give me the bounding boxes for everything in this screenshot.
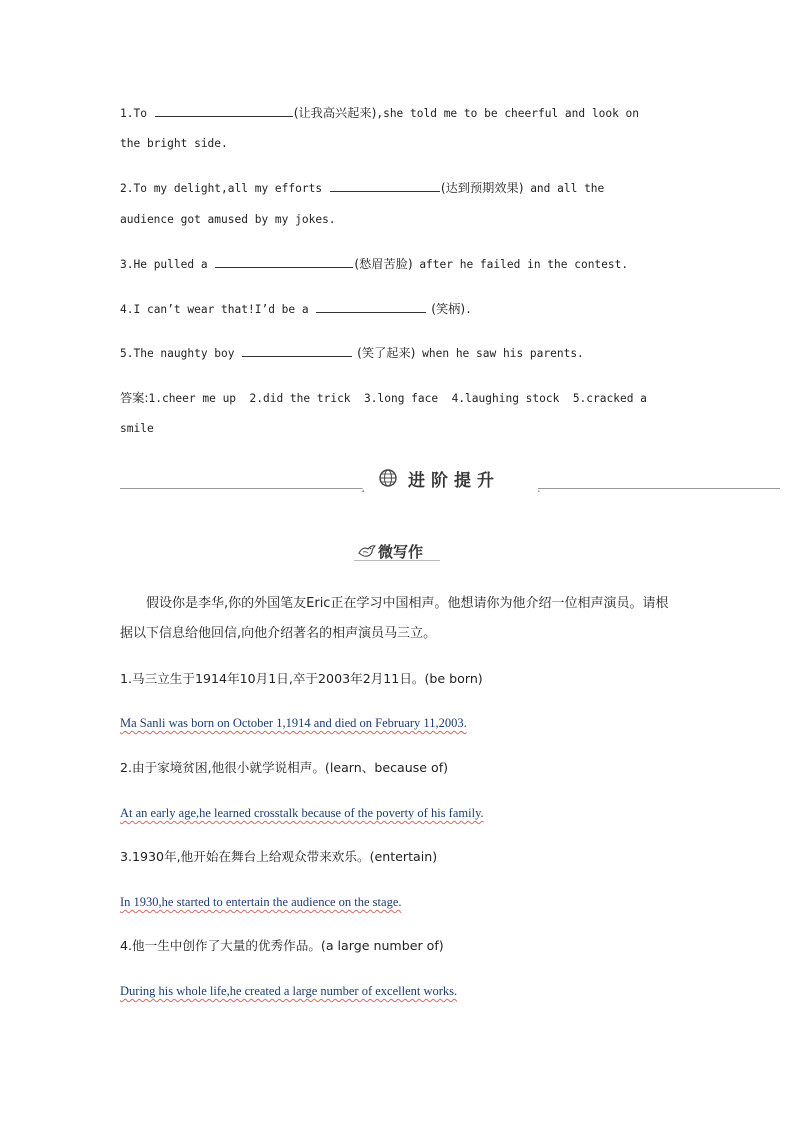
exercise-item-2 <box>120 181 680 196</box>
answer-text: smile <box>120 422 154 435</box>
item-text: To <box>133 107 154 120</box>
item-number: 1. <box>120 107 134 120</box>
item-text: and all the <box>523 182 605 195</box>
item-text: I can’t wear that!I’d be a <box>133 303 316 316</box>
answer-text: During his whole life,he created a large number of excellent works. <box>120 984 458 998</box>
exercise-item-4 <box>120 302 680 317</box>
globe-icon <box>378 468 398 488</box>
answer-label: 答案: <box>120 391 149 405</box>
fill-blank <box>242 346 352 357</box>
item-number: 4. <box>120 303 134 316</box>
bird-icon <box>358 544 376 558</box>
section-banner <box>120 466 780 496</box>
chinese-hint: (达到预期效果) <box>440 181 524 195</box>
answer-line <box>120 391 680 406</box>
subtitle-text: 微写作 <box>378 543 424 561</box>
answer-text: 1.cheer me up 2.did the trick 3.long face 4.laughing stock 5.cracked a <box>148 392 647 405</box>
answer-text: Ma Sanli was born on October 1,1914 and died on February 11,2003. <box>120 716 467 730</box>
answer-text: At an early age,he learned crosstalk because of the poverty of his family. <box>120 806 484 820</box>
task-answer-3 <box>120 895 680 910</box>
task-answer-1 <box>120 716 680 731</box>
fill-blank <box>316 302 426 313</box>
item-text: To my delight,all my efforts <box>133 182 329 195</box>
chinese-hint: (愁眉苦脸) <box>354 257 413 271</box>
item-text: . <box>465 303 472 316</box>
exercise-item-5 <box>120 346 680 361</box>
task-answer-4 <box>120 984 680 999</box>
task-prompt-4: 4.他一生中创作了大量的优秀作品。(a large number of) <box>120 938 444 953</box>
task-prompt-3: 3.1930年,他开始在舞台上给观众带来欢乐。(entertain) <box>120 849 438 864</box>
item-text: after he failed in the contest. <box>412 258 629 271</box>
chinese-hint: (笑柄) <box>427 302 466 316</box>
exercise-item-3 <box>120 257 680 272</box>
item-text: The naughty boy <box>133 347 242 360</box>
fill-blank <box>155 106 293 117</box>
chinese-hint: (让我高兴起来) <box>293 106 377 120</box>
exercise-item-2-cont <box>120 213 680 227</box>
fill-blank <box>215 257 353 268</box>
answer-line-cont <box>120 422 680 436</box>
answer-text: In 1930,he started to entertain the audience on the stage. <box>120 895 402 909</box>
item-number: 5. <box>120 347 134 360</box>
section-title: 进阶提升 <box>408 471 500 491</box>
item-number: 2. <box>120 182 134 195</box>
item-number: 3. <box>120 258 134 271</box>
item-text: audience got amused by my jokes. <box>120 213 336 226</box>
chinese-hint: (笑了起来) <box>353 346 416 360</box>
task-answer-2 <box>120 806 680 821</box>
task-prompt-1: 1.马三立生于1914年10月1日,卒于2003年2月11日。(be born) <box>120 671 483 686</box>
item-text: the bright side. <box>120 137 228 150</box>
exercise-item-1 <box>120 106 680 121</box>
writing-intro: 假设你是李华,你的外国笔友Eric正在学习中国相声。他想请你为他介绍一位相声演员。请根据以下信息给他回信,向他介绍著名的相声演员马三立。 <box>120 596 669 641</box>
item-text: ,she told me to be cheerful and look on <box>376 107 640 120</box>
exercise-item-1-cont <box>120 137 680 151</box>
subtitle-underline <box>354 560 440 561</box>
fill-blank <box>330 181 440 192</box>
item-text: He pulled a <box>133 258 215 271</box>
task-prompt-2: 2.由于家境贫困,他很小就学说相声。(learn、because of) <box>120 760 449 775</box>
item-text: when he saw his parents. <box>415 347 584 360</box>
